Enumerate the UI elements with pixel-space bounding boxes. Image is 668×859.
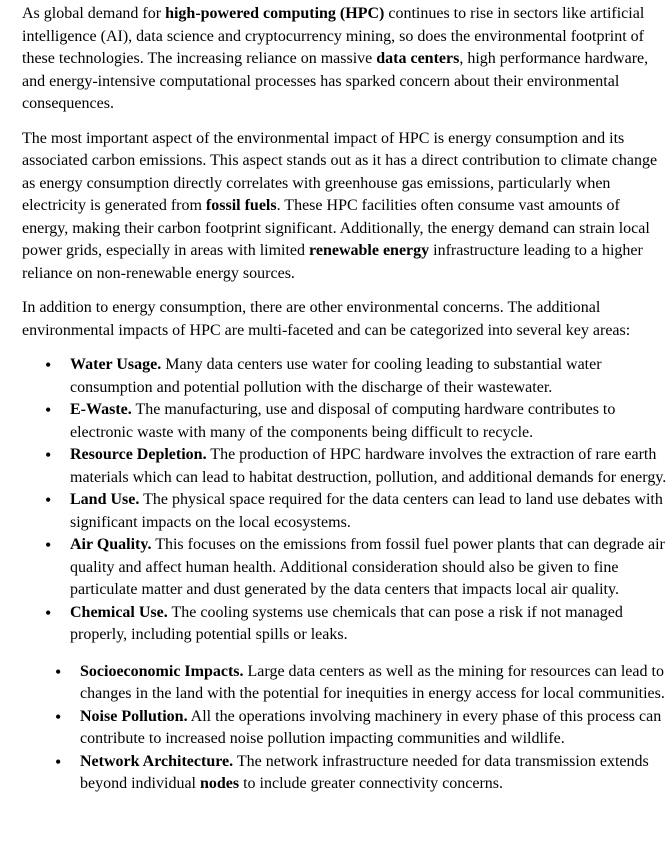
list-item (22, 489, 667, 534)
list-item (22, 399, 667, 444)
impact-list (22, 354, 667, 647)
list-item-term: Noise Pollution. (80, 707, 188, 725)
list-item-text: The production of HPC hardware involves the extraction of rare earth materials which can lead to habitat destruction, pollution, and additional demands for energy. (70, 446, 667, 486)
list-item-text: Many data centers use water for cooling leading to substantial water consumption and potential pollution with the discharge of their wastewater. (70, 356, 602, 396)
text-span: continues to rise in sectors like artificial intelligence (AI), data science and cryptocurrency mining, so does the environmental footprint of these technologies. The increasing reliance on massive (22, 5, 645, 67)
bold-term: nodes (199, 775, 240, 792)
list-item (22, 661, 667, 706)
text-span: As global demand for (22, 5, 166, 22)
impact-list-continued (22, 661, 667, 796)
list-item-term: Resource Depletion. (70, 446, 207, 463)
list-item-text: The cooling systems use chemicals that can pose a risk if not managed properly, including potential spills or leaks. (70, 603, 623, 643)
text-span: . These HPC facilities often consume vast amounts of energy, making their carbon footprint significant. Additionally, the energy demand can strain local power grids, especially in areas with limited (22, 197, 650, 259)
list-item-text: All the operations involving machinery in every phase of this process can contribute to increased noise pollution impacting communities and wildlife. (80, 707, 662, 747)
additional-concerns-paragraph (22, 297, 667, 342)
list-item-term: Network Architecture. (80, 752, 234, 770)
list-item-term: Chemical Use. (70, 603, 168, 621)
list-item (22, 444, 667, 489)
list-item (22, 751, 667, 796)
bold-term: fossil fuels (205, 197, 277, 214)
list-item-term: Air Quality. (70, 536, 152, 553)
text-span: infrastructure leading to a higher reliance on non-renewable energy sources. (22, 242, 643, 282)
bold-term: data centers (376, 50, 460, 67)
list-item-term: Water Usage. (70, 356, 162, 373)
list-item-text: This focuses on the emissions from fossil fuel power plants that can degrade air quality and affect human health. Additional consideration should also be given to fine particulate matter and dust generated by the data centers that impacts local air quality. (70, 536, 665, 598)
list-item (22, 706, 667, 751)
list-item-term: Land Use. (70, 491, 140, 508)
list-item (22, 602, 667, 647)
list-item-text: The manufacturing, use and disposal of computing hardware contributes to electronic waste with many of the components being difficult to recycle. (70, 401, 616, 441)
bold-term: renewable energy (309, 242, 430, 259)
list-item (22, 354, 667, 399)
energy-paragraph (22, 128, 667, 286)
bold-term: high-powered computing (HPC) (165, 5, 385, 22)
intro-paragraph (22, 3, 667, 116)
list-item-text: to include greater connectivity concerns. (239, 775, 503, 792)
list-item-text: The physical space required for the data centers can lead to land use debates with significant impacts on the local ecosystems. (70, 491, 663, 531)
text-span: In addition to energy consumption, there are other environmental concerns. The additional environmental impacts of HPC are multi-faceted and can be categorized into several key areas: (22, 299, 631, 339)
list-item-text: Large data centers as well as the mining for resources can lead to changes in the land with the potential for inequities in energy access for local communities. (80, 662, 665, 702)
list-item (22, 534, 667, 602)
text-span: , high performance hardware, and energy-intensive computational processes has sparked concern about their environmental consequences. (22, 50, 649, 112)
list-item-term: E-Waste. (70, 401, 132, 418)
document-body (22, 3, 667, 796)
text-span: The most important aspect of the environmental impact of HPC is energy consumption and its associated carbon emissions. This aspect stands out as it has a direct contribution to climate change as energy consumption directly correlates with greenhouse gas emissions, particularly when electricity is generated from (22, 129, 658, 214)
list-item-term: Socioeconomic Impacts. (80, 662, 244, 680)
list-item-text: The network infrastructure needed for data transmission extends beyond individual (80, 752, 649, 792)
